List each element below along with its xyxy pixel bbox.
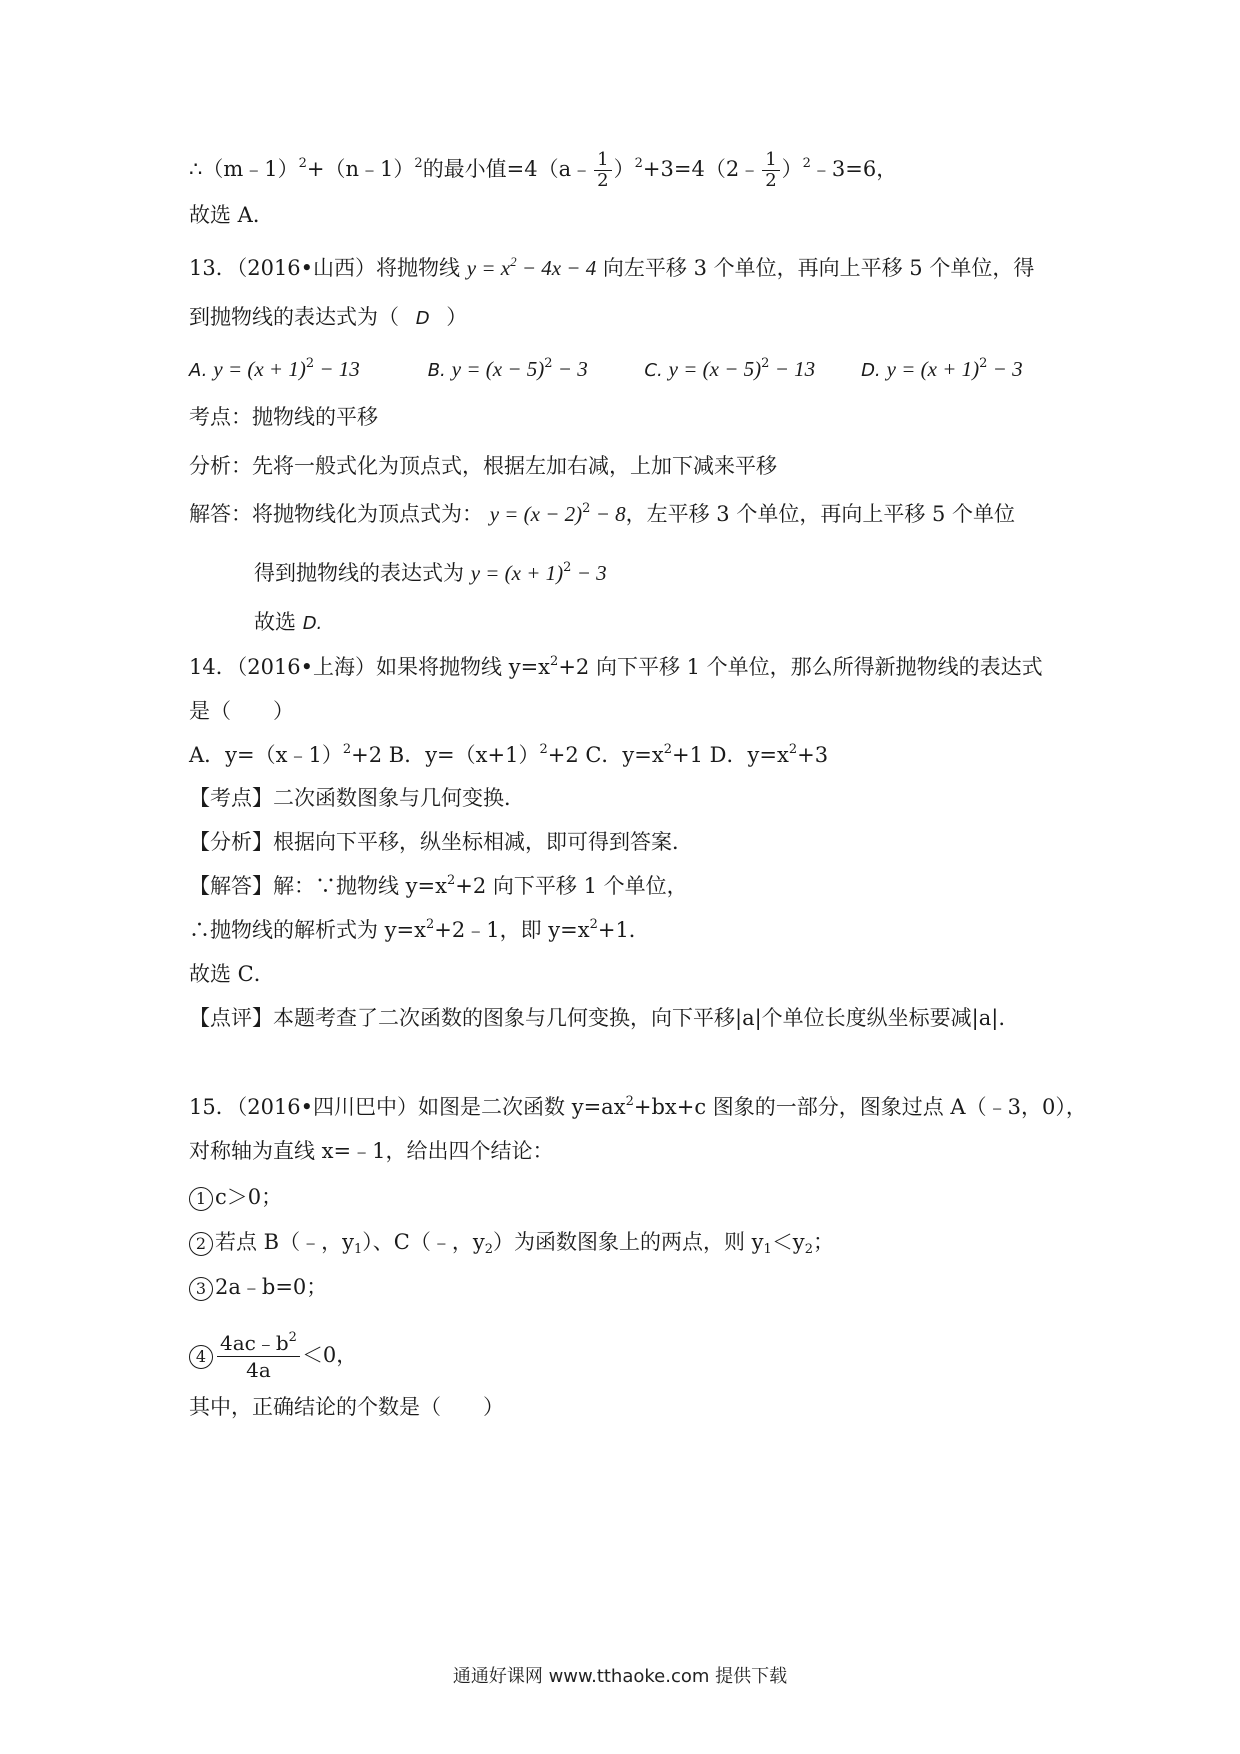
text-segment: 若点 B（﹣，y	[215, 1230, 354, 1254]
q14-options	[189, 738, 828, 772]
q13-jieda	[189, 497, 1015, 531]
q13-option-c	[644, 352, 854, 388]
text-segment: +2 C．y=x	[547, 743, 664, 767]
text-segment: A．y=（x﹣1）	[189, 743, 343, 767]
superscript: 2	[788, 742, 798, 757]
text-segment: ∴抛物线的解析式为 y=x	[189, 918, 426, 942]
superscript: 2	[589, 917, 598, 932]
circled-number: 1	[189, 1187, 213, 1211]
q13-option-b	[428, 352, 638, 388]
q13-answer: D	[415, 308, 430, 329]
fraction-denominator: 4a	[246, 1358, 271, 1382]
superscript: 2	[563, 560, 572, 575]
eq-part: y = (x + 1)	[470, 561, 564, 585]
q13-stem-text: 到抛物线的表达式为（	[189, 305, 399, 329]
q14-stem	[189, 650, 1043, 684]
text-segment: ）	[781, 157, 803, 181]
eq-part: − 3	[571, 561, 607, 585]
text-segment: ＜0，	[301, 1343, 358, 1367]
fraction-numerator: 1	[762, 150, 779, 171]
option-letter: D.	[861, 360, 881, 381]
text-segment: 2a﹣b=0；	[215, 1275, 328, 1299]
q15-conclusion-4	[189, 1330, 357, 1383]
q13-stem-text: 向左平移 3 个单位，再向上平移 5 个单位，得	[602, 256, 1035, 280]
text-segment: ）、C（﹣，y	[362, 1230, 485, 1254]
subscript: 2	[804, 1242, 813, 1257]
eq-part: y = x	[466, 256, 511, 280]
q14-stem-cont: 是（ ）	[189, 699, 294, 723]
text-segment: 的最小值=4（a﹣	[422, 157, 593, 181]
option-letter: A.	[189, 360, 208, 381]
text-segment: 4ac﹣b	[220, 1331, 289, 1355]
superscript: 2	[550, 654, 559, 669]
text-segment: 15．（2016•四川巴中）如图是二次函数 y=ax	[189, 1095, 626, 1119]
q14-jieda	[189, 869, 688, 903]
eq-part: − 8	[590, 502, 626, 526]
q15-fraction	[217, 1330, 300, 1383]
circled-number: 4	[189, 1345, 213, 1369]
q15-conclusion-2	[189, 1225, 834, 1259]
q13-choice-answer: D.	[302, 613, 323, 634]
subscript: 1	[763, 1242, 772, 1257]
text-segment: +2 向下平移 1 个单位，那么所得新抛物线的表达式	[558, 655, 1043, 679]
text-segment: ﹣3=6，	[810, 157, 898, 181]
eq-part: y = (x − 2)	[489, 502, 583, 526]
q15-stem	[189, 1090, 1087, 1124]
text-segment: +3=4（2﹣	[642, 157, 761, 181]
option-expr: − 13	[314, 357, 360, 381]
page-footer: 通通好课网 www.tthaoke.com 提供下载	[452, 1666, 788, 1687]
superscript: 2	[414, 156, 423, 171]
circled-number: 3	[189, 1277, 213, 1301]
superscript: 2	[288, 1330, 297, 1345]
q15-conclusion-1	[189, 1180, 282, 1214]
text-segment: 得到抛物线的表达式为	[254, 561, 464, 585]
q14-fenxi: 【分析】根据向下平移，纵坐标相减，即可得到答案．	[189, 830, 693, 854]
text-segment: 14．（2016•上海）如果将抛物线 y=x	[189, 655, 551, 679]
superscript: 2	[446, 873, 456, 888]
q13-kaodian: 考点：抛物线的平移	[189, 405, 378, 429]
q13-stem-text: 13．（2016•山西）将抛物线	[189, 256, 461, 280]
q13-stem-cont	[189, 300, 467, 336]
q13-option-a	[189, 352, 421, 388]
q14-kaodian: 【考点】二次函数图象与几何变换．	[189, 786, 525, 810]
fraction-denominator: 2	[597, 170, 609, 191]
fraction-numerator: 1	[594, 150, 611, 171]
q13-jieda-cont	[254, 556, 607, 590]
superscript: 2	[510, 254, 517, 269]
fraction-denominator: 2	[765, 170, 777, 191]
option-letter: B.	[427, 360, 446, 381]
q15-conclusion-3	[189, 1270, 327, 1304]
superscript: 2	[539, 742, 548, 757]
fraction-numerator	[217, 1330, 300, 1357]
superscript: 2	[544, 356, 553, 371]
option-expr: y = (x − 5)	[451, 357, 545, 381]
subscript: 1	[353, 1242, 363, 1257]
q13-stem	[189, 251, 1034, 285]
text-segment: ＜y	[771, 1230, 805, 1254]
superscript: 2	[625, 1094, 634, 1109]
text-segment: +3	[797, 743, 829, 767]
text-segment: 故选	[254, 610, 303, 634]
q14-jiexi	[189, 913, 650, 947]
superscript: 2	[305, 356, 315, 371]
q13-choice	[254, 605, 322, 641]
text-segment: ∴（m﹣1）	[189, 157, 299, 181]
q13-equation	[467, 256, 596, 280]
superscript: 2	[979, 356, 988, 371]
text-segment: 【解答】解：∵抛物线 y=x	[189, 874, 447, 898]
q13-option-d	[861, 352, 1023, 388]
text-segment: ，左平移 3 个单位，再向上平移 5 个单位	[625, 502, 1016, 526]
option-expr: y = (x − 5)	[668, 357, 762, 381]
text-segment: +1．	[597, 918, 650, 942]
text-segment: ；	[812, 1230, 834, 1254]
superscript: 2	[802, 156, 811, 171]
q15-stem-cont: 对称轴为直线 x=﹣1，给出四个结论：	[189, 1139, 554, 1163]
superscript: 2	[582, 501, 591, 516]
q13-fenxi: 分析：先将一般式化为顶点式，根据左加右减，上加下减来平移	[189, 454, 777, 478]
text-segment: +2﹣1，即 y=x	[434, 918, 590, 942]
superscript: 2	[425, 917, 435, 932]
subscript: 2	[484, 1242, 493, 1257]
text-segment: +（n﹣1）	[306, 157, 415, 181]
text-segment: +2 B．y=（x+1）	[351, 743, 540, 767]
option-letter: C.	[644, 360, 663, 381]
superscript: 2	[663, 742, 673, 757]
prev-solution-line	[189, 150, 897, 191]
superscript: 2	[298, 156, 307, 171]
q15-closing: 其中，正确结论的个数是（ ）	[189, 1395, 504, 1419]
superscript: 2	[761, 356, 770, 371]
fraction-half	[594, 150, 611, 191]
text-segment: c＞0；	[215, 1185, 283, 1209]
option-expr: − 3	[552, 357, 588, 381]
text-segment: ）为函数图象上的两点，则 y	[492, 1230, 764, 1254]
q14-choice: 故选 C．	[189, 962, 275, 986]
prev-choice: 故选 A．	[189, 203, 274, 227]
text-segment: +2 向下平移 1 个单位，	[455, 874, 688, 898]
circled-number: 2	[189, 1232, 213, 1256]
text-segment: +bx+c 图象的一部分，图象过点 A（﹣3，0），	[633, 1095, 1087, 1119]
superscript: 2	[342, 742, 352, 757]
eq-part: − 4x − 4	[516, 256, 597, 280]
text-segment: ）	[613, 157, 635, 181]
option-expr: − 3	[987, 357, 1023, 381]
q13-options	[189, 352, 1023, 388]
option-expr: − 13	[769, 357, 816, 381]
option-expr: y = (x + 1)	[886, 357, 980, 381]
text-segment: 解答：将抛物线化为顶点式为：	[189, 502, 483, 526]
option-expr: y = (x + 1)	[213, 357, 306, 381]
fraction-half-2	[762, 150, 779, 191]
superscript: 2	[634, 156, 643, 171]
text-segment: +1 D．y=x	[672, 743, 789, 767]
q13-stem-text: ）	[446, 305, 468, 329]
q14-dianping: 【点评】本题考查了二次函数的图象与几何变换，向下平移|a|个单位长度纵坐标要减|a|.	[189, 1006, 1006, 1030]
